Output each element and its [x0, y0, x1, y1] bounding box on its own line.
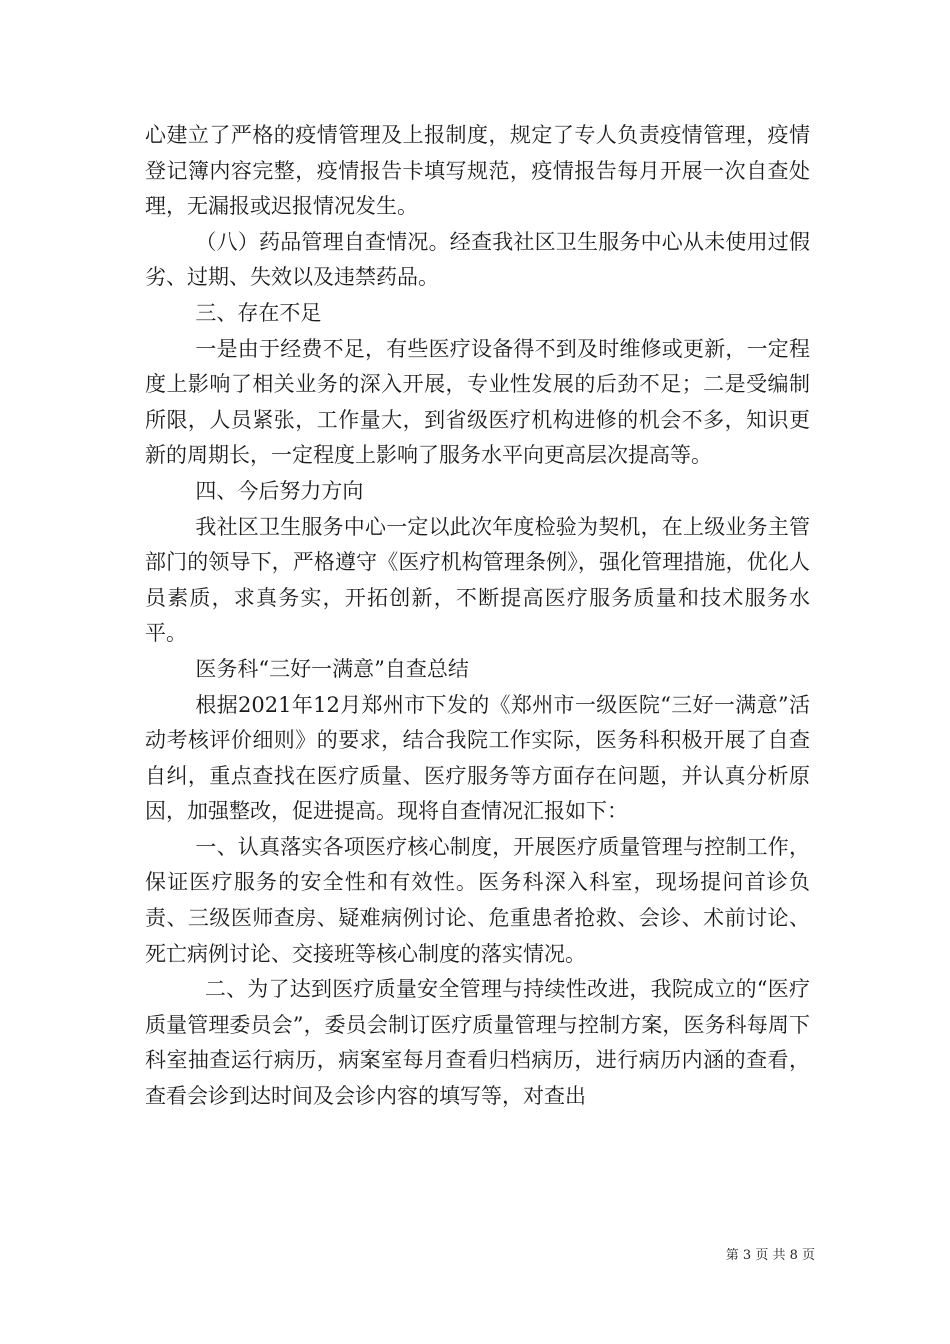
heading-future-direction: 四、今后努力方向 [195, 478, 364, 503]
paragraph-shortcomings: 一是由于经费不足，有些医疗设备得不到及时维修或更新，一定程度上影响了相关业务的深入开展，专业性发展的后劲不足；二是受编制所限，人员紧张，工作量大，到省级医疗机构进修的机会不多，知识更新的周期长，一定程度上影响了服务水平向更高层次提高等。 [145, 336, 810, 468]
page-number-footer: 第 3 页 共 8 页 [725, 1248, 815, 1263]
paragraph-future-direction: 我社区卫生服务中心一定以此次年度检验为契机，在上级业务主管部门的领导下，严格遵守《医疗机构管理条例》，强化管理措施，优化人员素质，求真务实，开拓创新，不断提高医疗服务质量和技术服务水平。 [145, 514, 810, 646]
paragraph-core-systems: 一、认真落实各项医疗核心制度，开展医疗质量管理与控制工作，保证医疗服务的安全性和有效性。医务科深入科室，现场提问首诊负责、三级医师查房、疑难病例讨论、危重患者抢救、会诊、术前讨论、死亡病例讨论、交接班等核心制度的落实情况。 [145, 834, 810, 966]
document-body [145, 118, 810, 1115]
paragraph-epidemic-management: 心建立了严格的疫情管理及上报制度，规定了专人负责疫情管理，疫情登记簿内容完整，疫情报告卡填写规范，疫情报告每月开展一次自查处理，无漏报或迟报情况发生。 [145, 123, 810, 219]
paragraph-drug-management: （八）药品管理自查情况。经查我社区卫生服务中心从未使用过假劣、过期、失效以及违禁药品。 [145, 229, 810, 290]
heading-shortcomings: 三、存在不足 [195, 300, 322, 325]
paragraph-self-inspection-intro: 根据2021年12月郑州市下发的《郑州市一级医院“三好一满意”活动考核评价细则》的要求，结合我院工作实际，医务科积极开展了自查自纠，重点查找在医疗质量、医疗服务等方面存在问题，并认真分析原因，加强整改，促进提高。现将自查情况汇报如下： [145, 692, 810, 824]
section-title-self-inspection-summary: 医务科“三好一满意”自查总结 [195, 656, 469, 681]
paragraph-quality-committee: 二、为了达到医疗质量安全管理与持续性改进，我院成立的“医疗质量管理委员会”，委员会制订医疗质量管理与控制方案，医务科每周下科室抽查运行病历，病案室每月查看归档病历，进行病历内涵的查看，查看会诊到达时间及会诊内容的填写等，对查出 [145, 977, 810, 1109]
